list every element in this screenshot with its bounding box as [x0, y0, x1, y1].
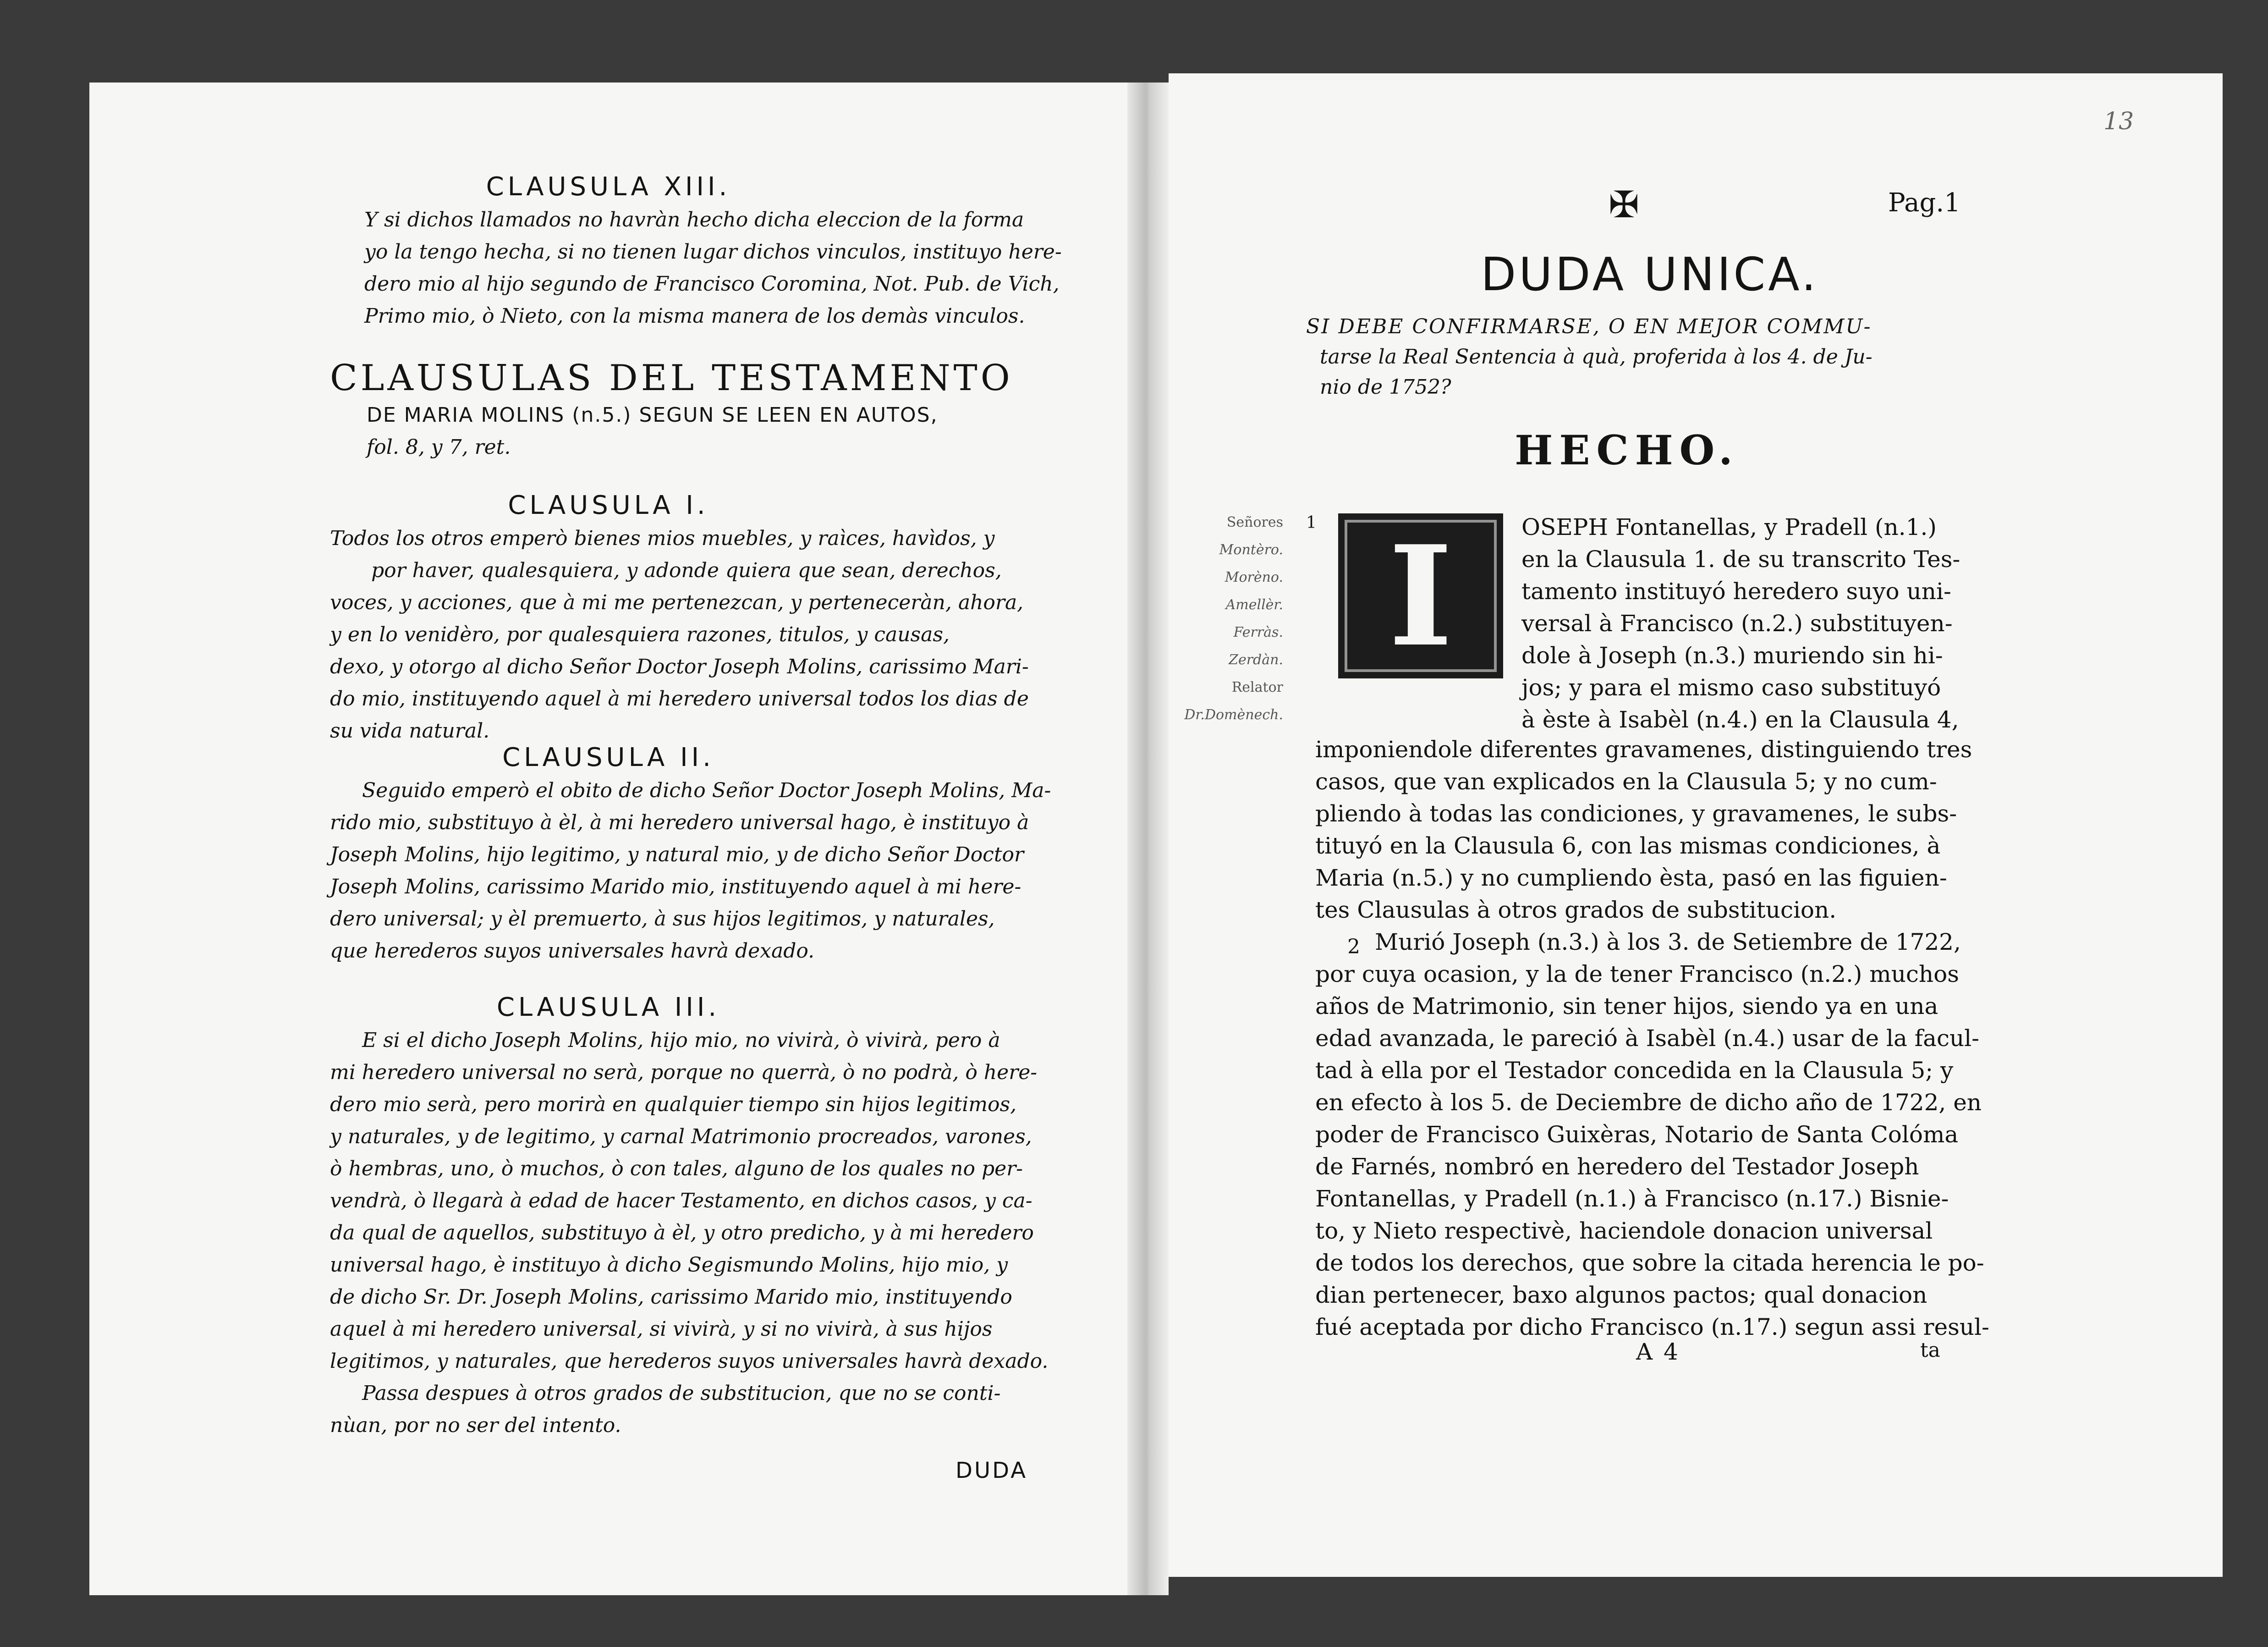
- text-line: tes Clausulas à otros grados de substitucion.: [1315, 897, 1837, 923]
- text-line: casos, que van explicados en la Clausula 5; y no cum-: [1315, 768, 1937, 795]
- handwritten-folio-number: 13: [2103, 108, 2134, 135]
- question-line: nio de 1752?: [1320, 375, 1451, 399]
- text-line: fué aceptada por dicho Francisco (n.17.) segun assi resul-: [1315, 1314, 1989, 1340]
- testamento-subtitle: DE MARIA MOLINS (n.5.) SEGUN SE LEEN EN AUTOS,: [367, 403, 938, 427]
- margin-name: Montèro.: [1219, 542, 1283, 558]
- text-line: E si el dicho Joseph Molins, hijo mio, no vivirà, ò vivirà, pero à: [362, 1029, 1000, 1052]
- page-number: Pag.1: [1888, 188, 1960, 218]
- text-line: dero universal; y èl premuerto, à sus hijos legitimos, y naturales,: [330, 907, 995, 931]
- text-line: por cuya ocasion, y la de tener Francisco (n.2.) muchos: [1315, 961, 1959, 987]
- testamento-title: CLAUSULAS DEL TESTAMENTO: [330, 358, 1013, 399]
- clausula-i-heading: CLAUSULA I.: [508, 490, 709, 520]
- question-line: SI DEBE CONFIRMARSE, O EN MEJOR COMMU-: [1306, 315, 1872, 338]
- text-line: à èste à Isabèl (n.4.) en la Clausula 4,: [1521, 706, 1959, 733]
- catchword: DUDA: [956, 1458, 1028, 1483]
- text-line: de Farnés, nombró en heredero del Testador Joseph: [1315, 1153, 1919, 1180]
- text-line: Murió Joseph (n.3.) à los 3. de Setiembre de 1722,: [1375, 929, 1961, 955]
- cross-ornament: ✠: [1609, 183, 1640, 226]
- text-line: Fontanellas, y Pradell (n.1.) à Francisco (n.17.) Bisnie-: [1315, 1185, 1949, 1212]
- text-line: voces, y acciones, que à mi me pertenezcan, y perteneceràn, ahora,: [330, 591, 1024, 614]
- text-line: Todos los otros emperò bienes mios muebles, y raìces, havìdos, y: [330, 527, 995, 550]
- text-line: Maria (n.5.) y no cumpliendo èsta, pasó en las figuien-: [1315, 865, 1947, 891]
- text-line: yo la tengo hecha, si no tienen lugar dichos vinculos, instituyo here-: [364, 240, 1062, 264]
- left-page: [89, 83, 1127, 1595]
- text-line: Y si dichos llamados no havràn hecho dicha eleccion de la forma: [364, 208, 1024, 231]
- text-line: y naturales, y de legitimo, y carnal Matrimonio procreados, varones,: [330, 1125, 1032, 1148]
- text-line: vendrà, ò llegarà à edad de hacer Testamento, en dichos casos, y ca-: [330, 1189, 1032, 1212]
- text-line: legitimos, y naturales, que herederos suyos universales havrà dexado.: [330, 1350, 1049, 1373]
- text-line: to, y Nieto respectivè, haciendole donacion universal: [1315, 1217, 1933, 1244]
- paragraph-1-full: [1315, 733, 2003, 926]
- clausula-ii-heading: CLAUSULA II.: [502, 743, 714, 772]
- text-line: y en lo venidèro, por qualesquiera razones, titulos, y causas,: [330, 623, 950, 646]
- margin-name: Zerdàn.: [1229, 652, 1283, 668]
- text-line: años de Matrimonio, sin tener hijos, siendo ya en una: [1315, 993, 1939, 1019]
- text-line: Seguido emperò el obito de dicho Señor Doctor Joseph Molins, Ma-: [362, 779, 1051, 802]
- margin-name: Morèno.: [1225, 569, 1283, 585]
- text-line: en efecto à los 5. de Deciembre de dicho año de 1722, en: [1315, 1089, 1982, 1116]
- text-line: pliendo à todas las condiciones, y gravamenes, le subs-: [1315, 800, 1957, 827]
- text-line: Primo mio, ò Nieto, con la misma manera de los demàs vinculos.: [364, 304, 1025, 328]
- paragraph-1-beside: [1521, 511, 1989, 736]
- clausula-iii-text: [330, 1025, 1082, 1442]
- text-line: versal à Francisco (n.2.) substituyen-: [1521, 610, 1953, 637]
- right-page: [1169, 73, 2223, 1577]
- text-line: en la Clausula 1. de su transcrito Tes-: [1521, 546, 1960, 573]
- text-line: de dicho Sr. Dr. Joseph Molins, carissimo Marido mio, instituyendo: [330, 1285, 1012, 1309]
- paragraph-number: 1: [1306, 513, 1317, 532]
- text-line: dexo, y otorgo al dicho Señor Doctor Joseph Molins, carissimo Mari-: [330, 655, 1029, 678]
- text-line: OSEPH Fontanellas, y Pradell (n.1.): [1521, 514, 1937, 540]
- text-line: tituyó en la Clausula 6, con las mismas condiciones, à: [1315, 832, 1941, 859]
- question: [1306, 312, 2085, 402]
- book-gutter: [1127, 83, 1169, 1595]
- clausula-i-text: [330, 523, 1082, 747]
- text-line: dian pertenecer, baxo algunos pactos; qual donacion: [1315, 1282, 1928, 1308]
- margin-notes: [1178, 509, 1283, 729]
- text-line: nùan, por no ser del intento.: [330, 1414, 621, 1437]
- text-line: mi heredero universal no serà, porque no querrà, ò no podrà, ò here-: [330, 1061, 1038, 1084]
- text-line: ò hembras, uno, ò muchos, ò con tales, alguno de los quales no per-: [330, 1157, 1023, 1180]
- text-line: universal hago, è instituyo à dicho Segismundo Molins, hijo mio, y: [330, 1253, 1008, 1277]
- text-line: Passa despues à otros grados de substitucion, que no se conti-: [362, 1382, 1001, 1405]
- margin-name: Relator: [1231, 679, 1283, 695]
- text-line: dole à Joseph (n.3.) muriendo sin hi-: [1521, 642, 1943, 669]
- text-line: do mio, instituyendo aquel à mi heredero universal todos los dias de: [330, 687, 1029, 711]
- text-line: aquel à mi heredero universal, si vivirà, y si no vivirà, à sus hijos: [330, 1317, 993, 1341]
- text-line: su vida natural.: [330, 719, 490, 743]
- text-line: por haver, qualesquiera, y adonde quiera que sean, derechos,: [371, 559, 1002, 582]
- text-line: da qual de aquellos, substituyo à èl, y otro predicho, y à mi heredero: [330, 1221, 1034, 1245]
- duda-title: DUDA UNICA.: [1481, 248, 1819, 301]
- testamento-folio: fol. 8, y 7, ret.: [367, 435, 511, 459]
- clausula-xiii-text: [364, 204, 1079, 332]
- text-line: imponiendole diferentes gravamenes, distinguiendo tres: [1315, 736, 1972, 763]
- decorated-initial: [1338, 513, 1503, 678]
- paragraph-2: [1315, 926, 2003, 1343]
- hecho-heading: HECHO.: [1515, 426, 1739, 474]
- text-line: que herederos suyos universales havrà dexado.: [330, 939, 815, 963]
- signature-mark: A 4: [1636, 1339, 1680, 1365]
- margin-name: Señores: [1226, 514, 1283, 530]
- initial-letter: I: [1388, 515, 1453, 677]
- margin-name: Dr.Domènech.: [1184, 707, 1283, 723]
- text-line: Joseph Molins, hijo legitimo, y natural mio, y de dicho Señor Doctor: [330, 843, 1024, 866]
- margin-name: Ferràs.: [1233, 624, 1283, 640]
- text-line: dero mio serà, pero morirà en qualquier tiempo sin hijos legitimos,: [330, 1093, 1017, 1116]
- catchword: ta: [1920, 1339, 1940, 1362]
- text-line: poder de Francisco Guixèras, Notario de Santa Colóma: [1315, 1121, 1959, 1148]
- text-line: edad avanzada, le pareció à Isabèl (n.4.) usar de la facul-: [1315, 1025, 1980, 1052]
- text-line: jos; y para el mismo caso substituyó: [1521, 674, 1941, 701]
- text-line: Joseph Molins, carissimo Marido mio, instituyendo aquel à mi here-: [330, 875, 1021, 898]
- question-line: tarse la Real Sentencia à quà, proferida à los 4. de Ju-: [1320, 345, 1873, 369]
- text-line: de todos los derechos, que sobre la citada herencia le po-: [1315, 1250, 1984, 1276]
- clausula-ii-text: [330, 775, 1082, 967]
- paragraph-2-number: 2: [1347, 935, 1360, 958]
- text-line: tamento instituyó heredero suyo uni-: [1521, 578, 1951, 605]
- margin-name: Amellèr.: [1225, 597, 1283, 613]
- text-line: rido mio, substituyo à èl, à mi heredero universal hago, è instituyo à: [330, 811, 1029, 834]
- clausula-iii-heading: CLAUSULA III.: [496, 992, 720, 1022]
- text-line: tad à ella por el Testador concedida en la Clausula 5; y: [1315, 1057, 1954, 1084]
- text-line: dero mio al hijo segundo de Francisco Coromina, Not. Pub. de Vich,: [364, 272, 1060, 296]
- clausula-xiii-heading: CLAUSULA XIII.: [486, 172, 731, 202]
